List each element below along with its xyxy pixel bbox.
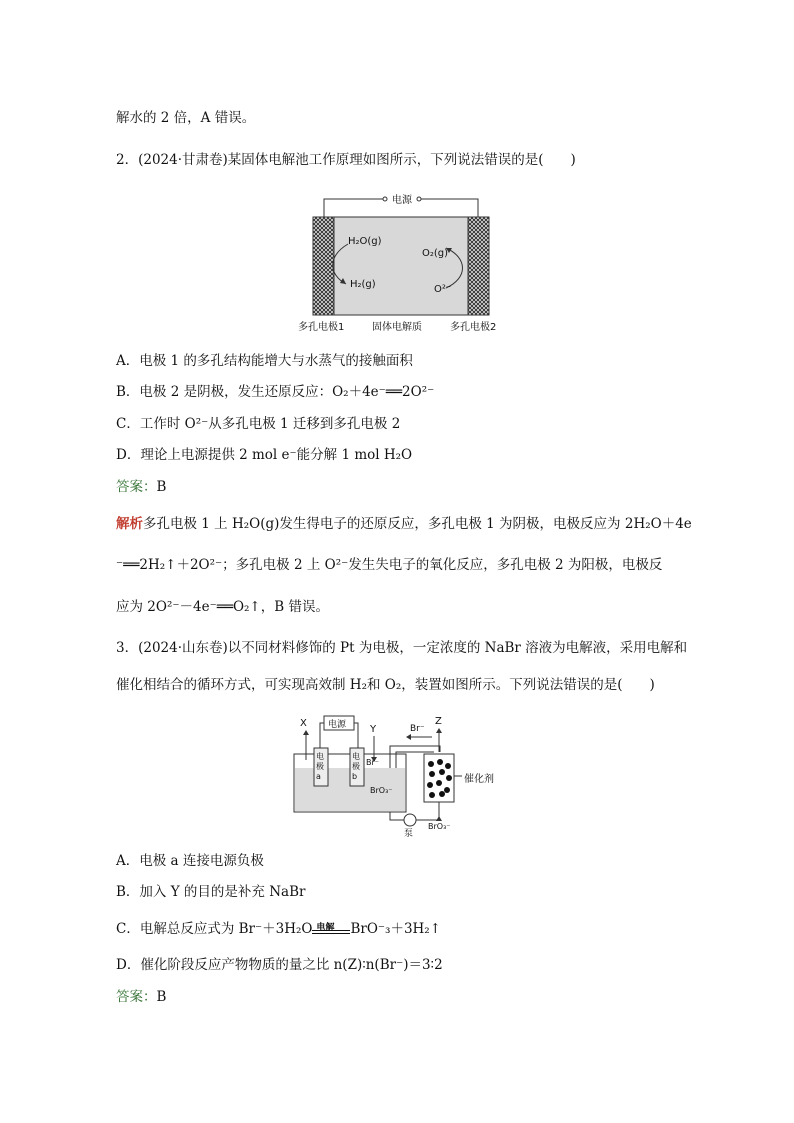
previous-answer-tail: 解水的 2 倍，A 错误。 <box>116 110 256 126</box>
q2-option-b: B．电极 2 是阴极，发生还原反应：O₂＋4e⁻══2O²⁻ <box>116 384 435 400</box>
option-c-prefix: C．电解总反应式为 Br⁻＋3H₂O <box>116 921 313 937</box>
q3-option-a: A．电极 a 连接电源负极 <box>116 853 264 869</box>
q2-analysis-line-1 <box>116 514 692 534</box>
br-small-label: Br⁻ <box>366 758 379 767</box>
q3-stem-line-1: 3．(2024·山东卷)以不同材料修饰的 Pt 为电极，一定浓度的 NaBr 溶液为电解液，采用电解和 <box>116 640 688 656</box>
q2-figure <box>296 186 516 336</box>
q3-option-c <box>116 919 441 940</box>
y-label: Y <box>370 724 377 735</box>
br-label: Br⁻ <box>410 724 425 734</box>
electrolysis-condition: 电解 <box>316 922 335 933</box>
q3-option-b: B．加入 Y 的目的是补充 NaBr <box>116 884 306 900</box>
power-label: 电源 <box>328 720 347 730</box>
answer-label: 答案： <box>116 989 157 1005</box>
o2-ion-label: O²⁻ <box>434 284 452 295</box>
electrode-b-label: 电极b <box>352 752 360 781</box>
h2o-label: H₂O(g) <box>348 236 382 247</box>
q2-analysis-line-2: ⁻══2H₂↑＋2O²⁻；多孔电极 2 上 O²⁻发生失电子的氧化反应，多孔电极 2 为阳极，电极反 <box>116 557 663 573</box>
q2-option-d: D．理论上电源提供 2 mol e⁻能分解 1 mol H₂O <box>116 447 413 463</box>
q2-answer <box>116 477 166 497</box>
h2-label: H₂(g) <box>350 279 376 290</box>
q2-analysis-line-3: 应为 2O²⁻－4e⁻══O₂↑，B 错误。 <box>116 599 329 615</box>
x-label: X <box>300 718 307 729</box>
q2-stem: 2．(2024·甘肃卷)某固体电解池工作原理如图所示，下列说法错误的是( ) <box>116 152 576 168</box>
answer-label: 答案： <box>116 479 157 495</box>
q3-answer <box>116 987 166 1007</box>
option-c-suffix: BrO⁻₃＋3H₂↑ <box>350 921 442 937</box>
q3-option-d: D．催化阶段反应产物物质的量之比 n(Z)∶n(Br⁻)＝3∶2 <box>116 957 443 973</box>
electrode-2-label: 多孔电极2 <box>450 322 497 333</box>
bro3-bottom-label: BrO₃⁻ <box>428 822 451 831</box>
catalyst-label: 催化剂 <box>464 774 494 785</box>
solid-electrolyte-label: 固体电解质 <box>372 322 422 333</box>
analysis-label: 解析 <box>116 516 143 532</box>
electrolysis-equals-sign <box>312 920 350 940</box>
answer-value: B <box>156 989 167 1005</box>
q2-option-a: A．电极 1 的多孔结构能增大与水蒸气的接触面积 <box>116 353 413 369</box>
q2-option-c: C．工作时 O²⁻从多孔电极 1 迁移到多孔电极 2 <box>116 416 401 432</box>
q3-stem-line-2: 催化相结合的循环方式，可实现高效制 H₂和 O₂，装置如图所示。下列说法错误的是( ) <box>116 677 655 693</box>
power-label: 电源 <box>392 195 412 206</box>
pump-label: 泵 <box>404 829 414 839</box>
answer-value: B <box>156 479 167 495</box>
bro3-label: BrO₃⁻ <box>370 786 393 795</box>
porous-electrode-2 <box>468 217 489 315</box>
electrode-1-label: 多孔电极1 <box>298 322 345 333</box>
porous-electrode-1 <box>313 217 334 315</box>
pump-icon <box>404 814 416 826</box>
analysis-text: 多孔电极 1 上 H₂O(g)发生得电子的还原反应，多孔电极 1 为阴极，电极反应为 2H₂O＋4e <box>143 516 692 532</box>
q2-electrolysis-diagram <box>296 186 516 336</box>
z-label: Z <box>435 716 442 727</box>
electrode-a-label: 电极a <box>316 752 324 781</box>
q3-figure <box>292 712 502 837</box>
o2-label: O₂(g) <box>422 248 449 259</box>
